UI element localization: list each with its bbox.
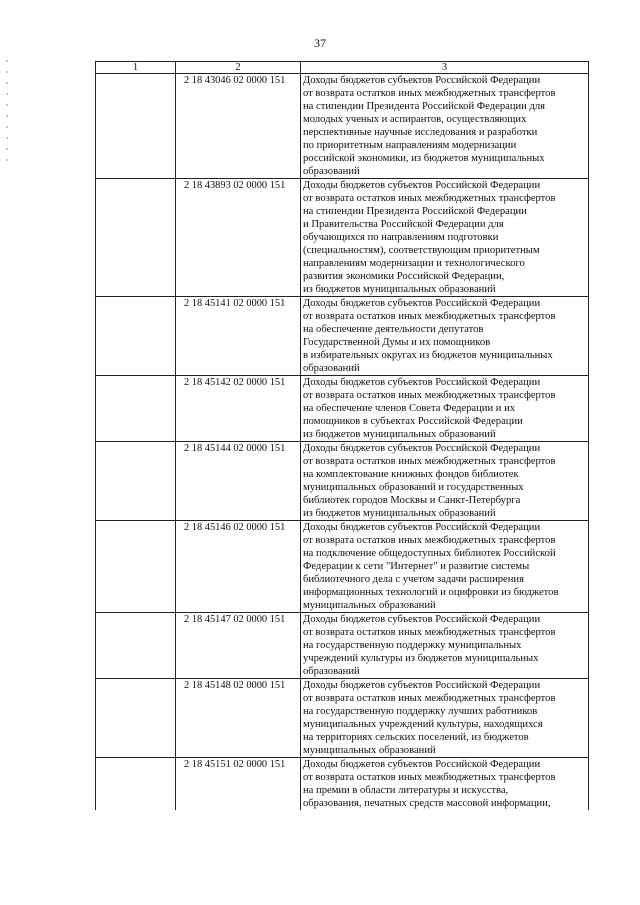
description-line: на подключение общедоступных библиотек Российской bbox=[303, 548, 556, 559]
description-line: от возврата остатков иных межбюджетных трансфертов bbox=[303, 693, 556, 704]
description-line: развития экономики Российской Федерации, bbox=[303, 271, 505, 282]
description-line: информационных технологий и оцифровки из бюджетов bbox=[303, 587, 559, 598]
description-line: на обеспечение деятельности депутатов bbox=[303, 324, 484, 335]
description-line: учреждений культуры из бюджетов муниципальных bbox=[303, 653, 539, 664]
budget-code-cell: 2 18 45142 02 0000 151 bbox=[176, 376, 301, 442]
row-number-cell bbox=[96, 297, 176, 376]
budget-code-cell: 2 18 45144 02 0000 151 bbox=[176, 442, 301, 521]
row-number-cell bbox=[96, 521, 176, 613]
description-line: направлениям модернизации и технологического bbox=[303, 258, 525, 269]
description-line: Государственной Думы и их помощников bbox=[303, 337, 491, 348]
description-line: Доходы бюджетов субъектов Российской Федерации bbox=[303, 377, 541, 388]
description-line: из бюджетов муниципальных образований bbox=[303, 284, 496, 295]
budget-code-cell: 2 18 45151 02 0000 151 bbox=[176, 758, 301, 811]
description-cell bbox=[301, 521, 589, 613]
description-line: образований bbox=[303, 363, 360, 374]
table-row bbox=[96, 297, 589, 376]
description-line: на стипендии Президента Российской Федерации для bbox=[303, 101, 546, 112]
table-row bbox=[96, 758, 589, 811]
description-cell bbox=[301, 74, 589, 179]
description-line: муниципальных образований bbox=[303, 745, 436, 756]
description-line: из бюджетов муниципальных образований bbox=[303, 429, 496, 440]
row-number-cell bbox=[96, 179, 176, 297]
description-line: и Правительства Российской Федерации для bbox=[303, 219, 504, 230]
description-line: библиотечного дела с учетом задачи расширения bbox=[303, 574, 524, 585]
description-line: от возврата остатков иных межбюджетных трансфертов bbox=[303, 456, 556, 467]
description-line: Доходы бюджетов субъектов Российской Федерации bbox=[303, 759, 541, 770]
description-cell bbox=[301, 613, 589, 679]
description-line: на государственную поддержку лучших работников bbox=[303, 706, 538, 717]
description-line: от возврата остатков иных межбюджетных трансфертов bbox=[303, 88, 556, 99]
table-row bbox=[96, 613, 589, 679]
description-line: Доходы бюджетов субъектов Российской Федерации bbox=[303, 298, 541, 309]
description-line: помощников в субъектах Российской Федерации bbox=[303, 416, 523, 427]
description-line: муниципальных образований и государственных bbox=[303, 482, 524, 493]
row-number-cell bbox=[96, 679, 176, 758]
description-line: Доходы бюджетов субъектов Российской Федерации bbox=[303, 614, 541, 625]
description-cell bbox=[301, 376, 589, 442]
description-line: Доходы бюджетов субъектов Российской Федерации bbox=[303, 75, 541, 86]
page-number: 37 bbox=[314, 36, 326, 50]
budget-code-cell: 2 18 43893 02 0000 151 bbox=[176, 179, 301, 297]
table-row bbox=[96, 179, 589, 297]
description-line: в избирательных округах из бюджетов муниципальных bbox=[303, 350, 553, 361]
description-cell bbox=[301, 679, 589, 758]
description-line: от возврата остатков иных межбюджетных трансфертов bbox=[303, 535, 556, 546]
row-number-cell bbox=[96, 613, 176, 679]
description-line: на стипендии Президента Российской Федерации bbox=[303, 206, 527, 217]
description-line: от возврата остатков иных межбюджетных трансфертов bbox=[303, 193, 556, 204]
budget-code-cell: 2 18 45148 02 0000 151 bbox=[176, 679, 301, 758]
description-line: (специальностям), соответствующим приоритетным bbox=[303, 245, 540, 256]
column-header-1: 1 bbox=[96, 62, 176, 74]
column-header-3: 3 bbox=[301, 62, 589, 74]
table-row bbox=[96, 679, 589, 758]
table-row bbox=[96, 521, 589, 613]
description-line: на комплектование книжных фондов библиотек bbox=[303, 469, 519, 480]
description-line: молодых ученых и аспирантов, осуществляющих bbox=[303, 114, 527, 125]
budget-codes-table bbox=[95, 61, 589, 810]
description-cell bbox=[301, 179, 589, 297]
description-line: перспективные научные исследования и разработки bbox=[303, 127, 538, 138]
description-line: Доходы бюджетов субъектов Российской Федерации bbox=[303, 680, 541, 691]
description-line: обучающихся по направлениям подготовки bbox=[303, 232, 499, 243]
description-line: от возврата остатков иных межбюджетных трансфертов bbox=[303, 627, 556, 638]
description-line: Федерации к сети "Интернет" и развитие системы bbox=[303, 561, 530, 572]
description-line: Доходы бюджетов субъектов Российской Федерации bbox=[303, 180, 541, 191]
description-line: от возврата остатков иных межбюджетных трансфертов bbox=[303, 311, 556, 322]
description-cell bbox=[301, 758, 589, 811]
row-number-cell bbox=[96, 74, 176, 179]
budget-code-cell: 2 18 43046 02 0000 151 bbox=[176, 74, 301, 179]
table-header-row bbox=[96, 62, 589, 74]
description-line: от возврата остатков иных межбюджетных трансфертов bbox=[303, 772, 556, 783]
row-number-cell bbox=[96, 376, 176, 442]
table-row bbox=[96, 442, 589, 521]
table-row bbox=[96, 376, 589, 442]
description-line: муниципальных образований bbox=[303, 600, 436, 611]
description-line: по приоритетным направлениям модернизации bbox=[303, 140, 517, 151]
description-line: муниципальных учреждений культуры, находящихся bbox=[303, 719, 543, 730]
column-header-2: 2 bbox=[176, 62, 301, 74]
budget-code-cell: 2 18 45146 02 0000 151 bbox=[176, 521, 301, 613]
description-cell bbox=[301, 297, 589, 376]
description-line: на обеспечение членов Совета Федерации и их bbox=[303, 403, 516, 414]
budget-code-cell: 2 18 45141 02 0000 151 bbox=[176, 297, 301, 376]
description-cell bbox=[301, 442, 589, 521]
description-line: из бюджетов муниципальных образований bbox=[303, 508, 496, 519]
description-line: на премии в области литературы и искусства, bbox=[303, 785, 509, 796]
description-line: образования, печатных средств массовой информации, bbox=[303, 798, 551, 809]
description-line: Доходы бюджетов субъектов Российской Федерации bbox=[303, 443, 541, 454]
margin-scan-marks bbox=[4, 60, 10, 170]
description-line: образований bbox=[303, 666, 360, 677]
row-number-cell bbox=[96, 442, 176, 521]
description-line: на территориях сельских поселений, из бюджетов bbox=[303, 732, 529, 743]
description-line: на государственную поддержку муниципальных bbox=[303, 640, 522, 651]
description-line: библиотек городов Москвы и Санкт-Петербурга bbox=[303, 495, 521, 506]
table-row bbox=[96, 74, 589, 179]
description-line: образований bbox=[303, 166, 360, 177]
budget-code-cell: 2 18 45147 02 0000 151 bbox=[176, 613, 301, 679]
row-number-cell bbox=[96, 758, 176, 811]
description-line: российской экономики, из бюджетов муниципальных bbox=[303, 153, 545, 164]
description-line: от возврата остатков иных межбюджетных трансфертов bbox=[303, 390, 556, 401]
description-line: Доходы бюджетов субъектов Российской Федерации bbox=[303, 522, 541, 533]
